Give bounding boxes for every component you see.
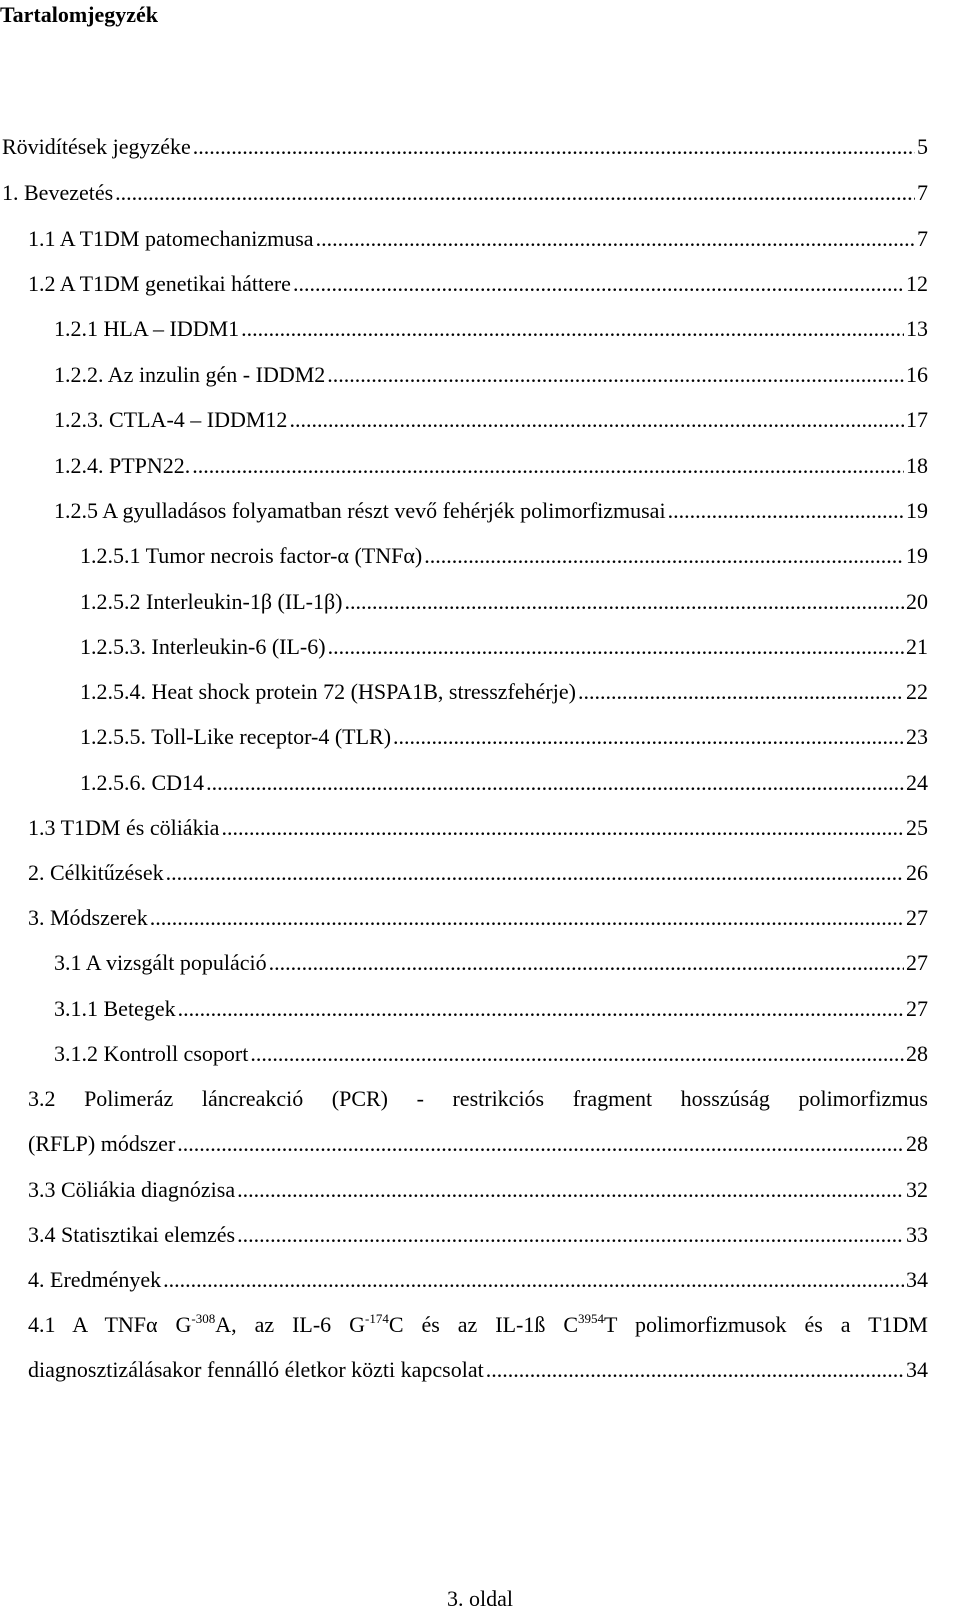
toc-entry-title: 1.2.5.2 Interleukin-1β (IL-1β) — [80, 589, 343, 614]
toc-entry-page: 12 — [906, 271, 928, 296]
toc-entry-title: diagnosztizálásakor fennálló életkor közti kapcsolat — [28, 1357, 484, 1382]
toc-entry[interactable] — [80, 677, 928, 707]
dot-leader — [115, 178, 915, 208]
dot-leader — [424, 541, 904, 571]
toc-entry-title: 3.1.2 Kontroll csoport — [54, 1041, 249, 1066]
toc-entry-title: 1. Bevezetés — [2, 180, 114, 205]
dot-leader — [250, 1039, 904, 1069]
toc-entry-title: 1.1 A T1DM patomechanizmusa — [28, 226, 314, 251]
toc-entry[interactable] — [28, 269, 928, 299]
toc-entry-page: 22 — [906, 679, 928, 704]
toc-entry-page: 28 — [906, 1131, 928, 1156]
toc-entry-title: 1.2 A T1DM genetikai háttere — [28, 271, 291, 296]
toc-entry[interactable] — [2, 132, 928, 162]
toc-entry-title: 1.2.5.4. Heat shock protein 72 (HSPA1B, stresszfehérje) — [80, 679, 576, 704]
dot-leader — [344, 587, 904, 617]
toc-heading: Tartalomjegyzék — [0, 2, 159, 27]
dot-leader — [192, 451, 904, 481]
dot-leader — [486, 1355, 904, 1385]
toc-entry[interactable] — [28, 1175, 928, 1205]
toc-entry[interactable] — [54, 994, 928, 1024]
toc-entry[interactable] — [80, 587, 928, 617]
toc-entry-title: 3. Módszerek — [28, 905, 148, 930]
toc-entry-page: 27 — [906, 905, 928, 930]
toc-entry-page: 25 — [906, 815, 928, 840]
toc-entry[interactable] — [28, 1084, 928, 1114]
dot-leader — [206, 768, 904, 798]
dot-leader — [163, 1265, 904, 1295]
toc-entry-page: 28 — [906, 1041, 928, 1066]
toc-entry-page: 7 — [917, 226, 928, 251]
toc-entry-title: 3.1 A vizsgált populáció — [54, 950, 267, 975]
dot-leader — [166, 858, 904, 888]
dot-leader — [237, 1175, 904, 1205]
dot-leader — [316, 224, 915, 254]
toc-entry[interactable] — [54, 360, 928, 390]
toc-entry[interactable] — [28, 903, 928, 933]
dot-leader — [237, 1220, 904, 1250]
toc-entry[interactable] — [28, 813, 928, 843]
dot-leader — [241, 314, 904, 344]
toc-entry[interactable] — [54, 314, 928, 344]
dot-leader — [668, 496, 904, 526]
dot-leader — [178, 994, 904, 1024]
toc-entry-continued[interactable] — [28, 1129, 928, 1159]
toc-entry-page: 20 — [906, 589, 928, 614]
toc-entry-page: 27 — [906, 996, 928, 1021]
toc-entry-page: 21 — [906, 634, 928, 659]
toc-entry-title: 2. Célkitűzések — [28, 860, 164, 885]
dot-leader — [293, 269, 904, 299]
dot-leader — [393, 722, 904, 752]
toc-entry-page: 27 — [906, 950, 928, 975]
dot-leader — [327, 360, 904, 390]
toc-entry-title: 1.2.3. CTLA-4 – IDDM12 — [54, 407, 288, 432]
toc-entry[interactable] — [54, 948, 928, 978]
toc-entry-title: Rövidítések jegyzéke — [2, 134, 191, 159]
page-number-footer: 3. oldal — [447, 1586, 513, 1611]
toc-entry-title: 4.1 A TNFα $G^{-308}A$, az IL-6 $G^{-174}C$ és az IL-1ß $C^{3954}T$ polimorfizmusok és a T1DM — [28, 1311, 928, 1337]
toc-entry-title: 1.2.1 HLA – IDDM1 — [54, 316, 240, 341]
toc-entry-page: 16 — [906, 362, 928, 387]
toc-entry-page: 7 — [917, 180, 928, 205]
toc-entry[interactable] — [54, 405, 928, 435]
toc-entry[interactable] — [54, 496, 928, 526]
toc-entry-title: 1.3 T1DM és cöliákia — [28, 815, 220, 840]
dot-leader — [193, 132, 915, 162]
dot-leader — [289, 405, 904, 435]
dot-leader — [578, 677, 904, 707]
toc-entry-continued[interactable] — [28, 1355, 928, 1385]
toc-entry-page: 32 — [906, 1177, 928, 1202]
toc-entry-page: 24 — [906, 770, 928, 795]
toc-entry-page: 13 — [906, 316, 928, 341]
toc-entry[interactable] — [80, 541, 928, 571]
dot-leader — [221, 813, 904, 843]
toc-entry-title: 3.4 Statisztikai elemzés — [28, 1222, 236, 1247]
toc-entry-page: 33 — [906, 1222, 928, 1247]
toc-entry-title: 1.2.5.3. Interleukin-6 (IL-6) — [80, 634, 326, 659]
toc-entry-page: 18 — [906, 453, 928, 478]
toc-entry-title: 1.2.2. Az inzulin gén - IDDM2 — [54, 362, 326, 387]
toc-entry-title: 3.1.1 Betegek — [54, 996, 176, 1021]
toc-entry-page: 17 — [906, 407, 928, 432]
toc-entry[interactable] — [80, 632, 928, 662]
dot-leader — [328, 632, 904, 662]
dot-leader — [150, 903, 904, 933]
toc-entry-page: 34 — [906, 1267, 928, 1292]
toc-entry[interactable] — [28, 1265, 928, 1295]
toc-entry[interactable] — [80, 722, 928, 752]
toc-entry-page: 26 — [906, 860, 928, 885]
toc-entry-title: 4. Eredmények — [28, 1267, 162, 1292]
toc-entry-title: 1.2.5.6. CD14 — [80, 770, 205, 795]
toc-entry-page: 23 — [906, 724, 928, 749]
toc-entry-page: 19 — [906, 543, 928, 568]
toc-entry[interactable] — [54, 451, 928, 481]
toc-entry[interactable] — [28, 1310, 928, 1340]
toc-entry-title: 3.3 Cöliákia diagnózisa — [28, 1177, 236, 1202]
toc-entry-page: 34 — [906, 1357, 928, 1382]
dot-leader — [269, 948, 904, 978]
toc-entry-page: 19 — [906, 498, 928, 523]
toc-entry-title: 1.2.5 A gyulladásos folyamatban részt vevő fehérjék polimorfizmusai — [54, 498, 666, 523]
toc-entry[interactable] — [80, 768, 928, 798]
toc-entry[interactable] — [28, 224, 928, 254]
toc-entry-title: 3.2 Polimeráz láncreakció (PCR) - restrikciós fragment hosszúság polimorfizmus — [28, 1086, 928, 1111]
toc-entry[interactable] — [28, 858, 928, 888]
toc-entry-title: 1.2.4. PTPN22. — [54, 453, 191, 478]
toc-entry-title: 1.2.5.1 Tumor necrois factor-α (TNFα) — [80, 543, 423, 568]
toc-entry-title: (RFLP) módszer — [28, 1131, 176, 1156]
toc-entry-page: 5 — [917, 134, 928, 159]
toc-entry[interactable] — [28, 1220, 928, 1250]
toc-entry[interactable] — [54, 1039, 928, 1069]
toc-entry[interactable] — [2, 178, 928, 208]
dot-leader — [177, 1129, 904, 1159]
toc-entry-title: 1.2.5.5. Toll-Like receptor-4 (TLR) — [80, 724, 392, 749]
